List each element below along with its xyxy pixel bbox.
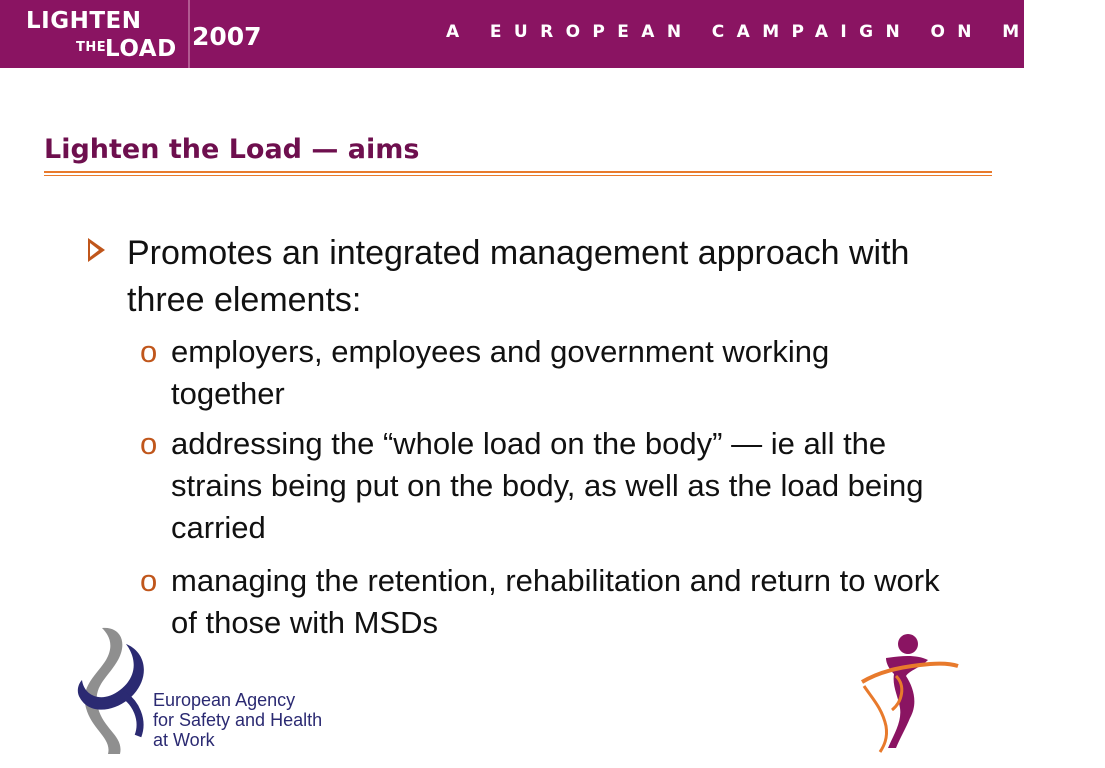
agency-name-line: for Safety and Health <box>153 710 323 730</box>
sub-bullet-marker: o <box>140 334 158 369</box>
logo-word-the: THE <box>76 40 107 55</box>
sub-bullet-text: employers, employees and government working together <box>171 334 830 411</box>
main-bullet <box>88 230 958 324</box>
title-underline-thin <box>44 175 992 176</box>
sub-bullet-marker: o <box>140 426 158 461</box>
agency-name-line: at Work <box>153 730 215 750</box>
campaign-logo <box>0 0 190 68</box>
campaign-tagline: A EUROPEAN CAMPAIGN ON MSDs <box>446 22 1105 42</box>
sub-bullet-text: managing the retention, rehabilitation and return to work of those with MSDs <box>171 563 940 640</box>
logo-word-load: LOAD <box>105 36 177 62</box>
sub-bullet-text: addressing the “whole load on the body” — ie all the strains being put on the body, as well as the load being carried <box>171 426 924 545</box>
sub-bullet <box>140 560 940 644</box>
agency-logo-icon <box>72 624 162 758</box>
campaign-banner <box>0 0 1105 68</box>
logo-year: 2007 <box>192 22 262 51</box>
logo-word-lighten: LIGHTEN <box>26 8 142 34</box>
title-underline <box>44 171 992 173</box>
slide-title: Lighten the Load — aims <box>44 134 420 165</box>
main-bullet-text: Promotes an integrated management approach with three elements: <box>127 234 910 319</box>
sub-bullet-marker: o <box>140 563 158 598</box>
agency-name <box>153 690 322 750</box>
sub-bullet <box>140 423 940 549</box>
agency-name-line: European Agency <box>153 690 296 710</box>
sub-bullet <box>140 331 940 415</box>
arrow-bullet-icon <box>88 238 105 262</box>
campaign-figure-icon <box>856 630 960 756</box>
